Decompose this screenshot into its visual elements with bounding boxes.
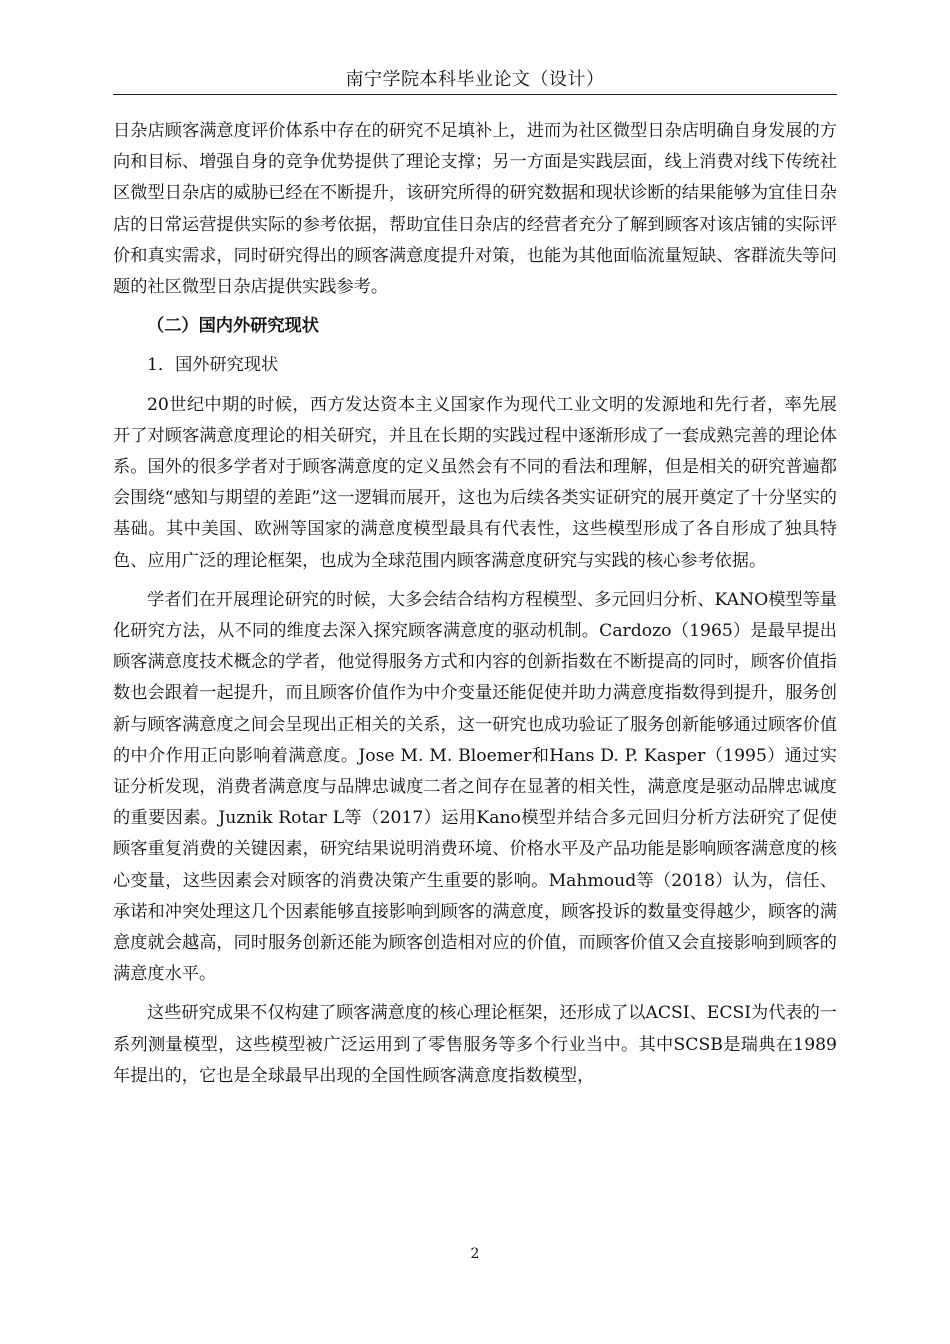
subsection-heading: 1．国外研究现状 (147, 355, 279, 376)
page-header (113, 66, 837, 95)
paragraph: 这些研究成果不仅构建了顾客满意度的核心理论框架，还形成了以ACSI、ECSI为代表的一系列测量模型，这些模型被广泛运用到了零售服务等多个行业当中。其中SCSB是瑞典在1989年提出的，它也是全球最早出现的全国性顾客满意度指数模型， (113, 1003, 837, 1086)
document-body (113, 116, 837, 1100)
section-heading: （二）国内外研究现状 (147, 316, 319, 337)
page-number: 2 (470, 1246, 480, 1262)
paragraph: 20世纪中期的时候，西方发达资本主义国家作为现代工业文明的发源地和先行者，率先展开了对顾客满意度理论的相关研究，并且在长期的实践过程中逐渐形成了一套成熟完善的理论体系。国外的很多学者对于顾客满意度的定义虽然会有不同的看法和理解，但是相关的研究普遍都会围绕“感知与期望的差距”这一逻辑而展开，这也为后续各类实证研究的展开奠定了十分坚实的基础。其中美国、欧洲等国家的满意度模型最具有代表性，这些模型形成了各自形成了独具特色、应用广泛的理论框架，也成为全球范围内顾客满意度研究与实践的核心参考依据。 (113, 394, 837, 571)
header-title: 南宁学院本科毕业论文（设计） (345, 69, 605, 90)
paragraph: 学者们在开展理论研究的时候，大多会结合结构方程模型、多元回归分析、KANO模型等量化研究方法，从不同的维度去深入探究顾客满意度的驱动机制。Cardozo（1965）是最早提出顾客满意度技术概念的学者，他觉得服务方式和内容的创新指数在不断提高的同时，顾客价值指数也会跟着一起提升，而且顾客价值作为中介变量还能促使并助力满意度指数得到提升，服务创新与顾客满意度之间会呈现出正相关的关系，这一研究也成功验证了服务创新能够通过顾客价值的中介作用正向影响着满意度。Jose M. M. Bloemer和Hans D. P. Kasper（1995）通过实证分析发现，消费者满意度与品牌忠诚度二者之间存在显著的相关性，满意度是驱动品牌忠诚度的重要因素。Juznik Rotar L等（2017）运用Kano模型并结合多元回归分析方法研究了促使顾客重复消费的关键因素，研究结果说明消费环境、价格水平及产品功能是影响顾客满意度的核心变量，这些因素会对顾客的消费决策产生重要的影响。Mahmoud等（2018）认为，信任、承诺和冲突处理这几个因素能够直接影响到顾客的满意度，顾客投诉的数量变得越少，顾客的满意度就会越高，同时服务创新还能为顾客创造相对应的价值，而顾客价值又会直接影响到顾客的满意度水平。 (113, 589, 837, 985)
paragraph-continuation: 日杂店顾客满意度评价体系中存在的研究不足填补上，进而为社区微型日杂店明确自身发展的方向和目标、增强自身的竞争优势提供了理论支撑；另一方面是实践层面，线上消费对线下传统社区微型日杂店的威胁已经在不断提升，该研究所得的研究数据和现状诊断的结果能够为宜佳日杂店的日常运营提供实际的参考依据，帮助宜佳日杂店的经营者充分了解到顾客对该店铺的实际评价和真实需求，同时研究得出的顾客满意度提升对策，也能为其他面临流量短缺、客群流失等问题的社区微型日杂店提供实践参考。 (113, 121, 837, 298)
